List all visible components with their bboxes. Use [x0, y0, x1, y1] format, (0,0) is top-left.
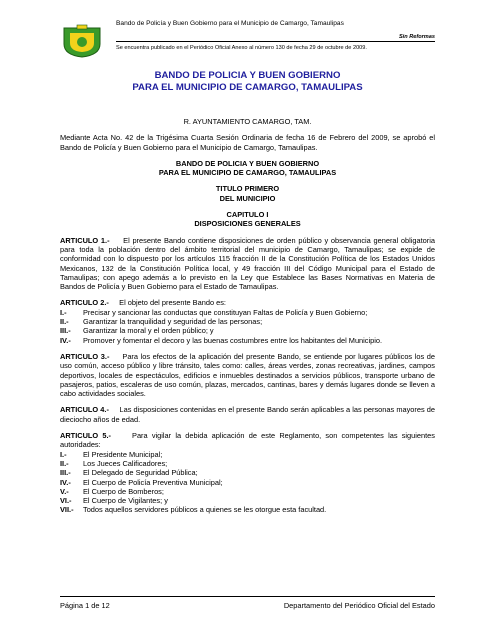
- list-item: II.- Los Jueces Calificadores;: [60, 458, 168, 468]
- list-item: IV.- El Cuerpo de Policía Preventiva Municipal;: [60, 477, 223, 487]
- intro-paragraph: Mediante Acta No. 42 de la Trigésima Cuarta Sesión Ordinaria de fecha 16 de Febrero del 2009, se aprobó el Bando de Policía y Buen Gobierno para el Municipio de Camargo, Tamaulipas.: [60, 133, 435, 152]
- list-item: IV.- Promover y fomentar el decoro y las buenas costumbres entre los habitantes del Municipio.: [60, 335, 383, 345]
- article-2-text: El objeto del presente Bando es:: [119, 298, 226, 308]
- titulo-subheading: DEL MUNICIPIO: [219, 193, 276, 203]
- list-item: II.- Garantizar la tranquilidad y seguridad de las personas;: [60, 317, 263, 327]
- list-item: VII.- Todos aquellos servidores públicos a quienes se les otorgue esta facultad.: [60, 505, 327, 515]
- capitulo-heading: CAPITULO I: [226, 210, 269, 220]
- header-title: Bando de Policía y Buen Gobierno para el Municipio de Camargo, Tamaulipas: [116, 20, 344, 27]
- article-2: [60, 298, 435, 307]
- header-reference: Sin Reformas: [398, 34, 435, 40]
- footer-divider: [60, 596, 435, 597]
- main-title-line-2: PARA EL MUNICIPIO DE CAMARGO, TAMAULIPAS: [132, 82, 363, 93]
- list-item: I.- Precisar y sancionar las conductas que constituyan Faltas de Policía y Buen Gobierno;: [60, 307, 368, 317]
- coat-of-arms-logo: [62, 24, 102, 58]
- main-title-line-1: BANDO DE POLICIA Y BUEN GOBIERNO: [154, 70, 341, 81]
- list-item: I.- El Presidente Municipal;: [60, 449, 163, 459]
- page-number: Página 1 de 12: [60, 601, 110, 610]
- bando-title-line-1: BANDO DE POLICIA Y BUEN GOBIERNO: [175, 158, 320, 168]
- main-title: [60, 70, 435, 94]
- article-5: [60, 431, 435, 450]
- article-1-text: El presente Bando contiene disposiciones de orden público y observancia general obligatoria para toda la población dentro del ámbito territorial del municipio de Camargo, Tamaulipas; se expide de conformidad con lo dispuesto por los artículos 115 fracción II de la Constitución Política de los Estados Unidos Mexicanos, 132 de la Constitución Política local, y 49 fracción III del Código Municipal para el Estado de Tamaulipas; con apego además a lo previsto en la Ley que Establece las Bases Normativas en Materia de Bandos de Policía y Buen Gobierno para el Estado de Tamaulipas.: [60, 235, 435, 292]
- article-1-label: ARTICULO 1.-: [60, 235, 110, 245]
- article-4-label: ARTICULO 4.-: [60, 405, 109, 415]
- titulo-heading: TITULO PRIMERO: [215, 184, 280, 194]
- header-divider: [116, 41, 435, 42]
- list-item: V.- El Cuerpo de Bomberos;: [60, 486, 164, 496]
- list-item: III.- El Delegado de Seguridad Pública;: [60, 468, 198, 478]
- article-4: [60, 405, 435, 424]
- ayuntamiento-line: R. AYUNTAMIENTO CAMARGO, TAM.: [183, 117, 312, 126]
- article-2-label: ARTICULO 2.-: [60, 298, 109, 308]
- article-5-label: ARTICULO 5.-: [60, 431, 112, 441]
- document-body: [60, 117, 435, 515]
- capitulo-subheading: DISPOSICIONES GENERALES: [194, 219, 301, 229]
- list-item: III.- Garantizar la moral y el orden público; y: [60, 326, 214, 336]
- footer-department: Departamento del Periódico Oficial del Estado: [283, 601, 435, 610]
- article-4-text: Las disposiciones contenidas en el presente Bando serán aplicables a las personas mayores de dieciocho años de edad.: [60, 405, 435, 424]
- article-1: [60, 236, 435, 292]
- list-item: VI.- El Cuerpo de Vigilantes; y: [60, 496, 168, 506]
- article-3-text: Para los efectos de la aplicación del presente Bando, se entiende por lugares públicos los de uso común, acceso público y libre tránsito, tales como: calles, áreas verdes, zonas recreativas, jardines, campos deportivos, locales de espectáculos, edificios e inmuebles destinados a servicios públicos, transporte urbano de pasajeros, patios, escaleras de uso común, plazas, mercados, cantinas, bares y demás lugares donde se lleven a cabo actividades sociales.: [60, 351, 435, 399]
- bando-title-line-2: PARA EL MUNICIPIO DE CAMARGO, TAMAULIPAS: [158, 168, 337, 178]
- publication-note: Se encuentra publicado en el Periódico Oficial Anexo al número 130 de fecha 29 de octubre de 2009.: [116, 45, 367, 51]
- article-3-label: ARTICULO 3.-: [60, 351, 110, 361]
- article-3: [60, 352, 435, 398]
- article-5-text: Para vigilar la debida aplicación de este Reglamento, son competentes las siguientes autoridades:: [60, 431, 435, 450]
